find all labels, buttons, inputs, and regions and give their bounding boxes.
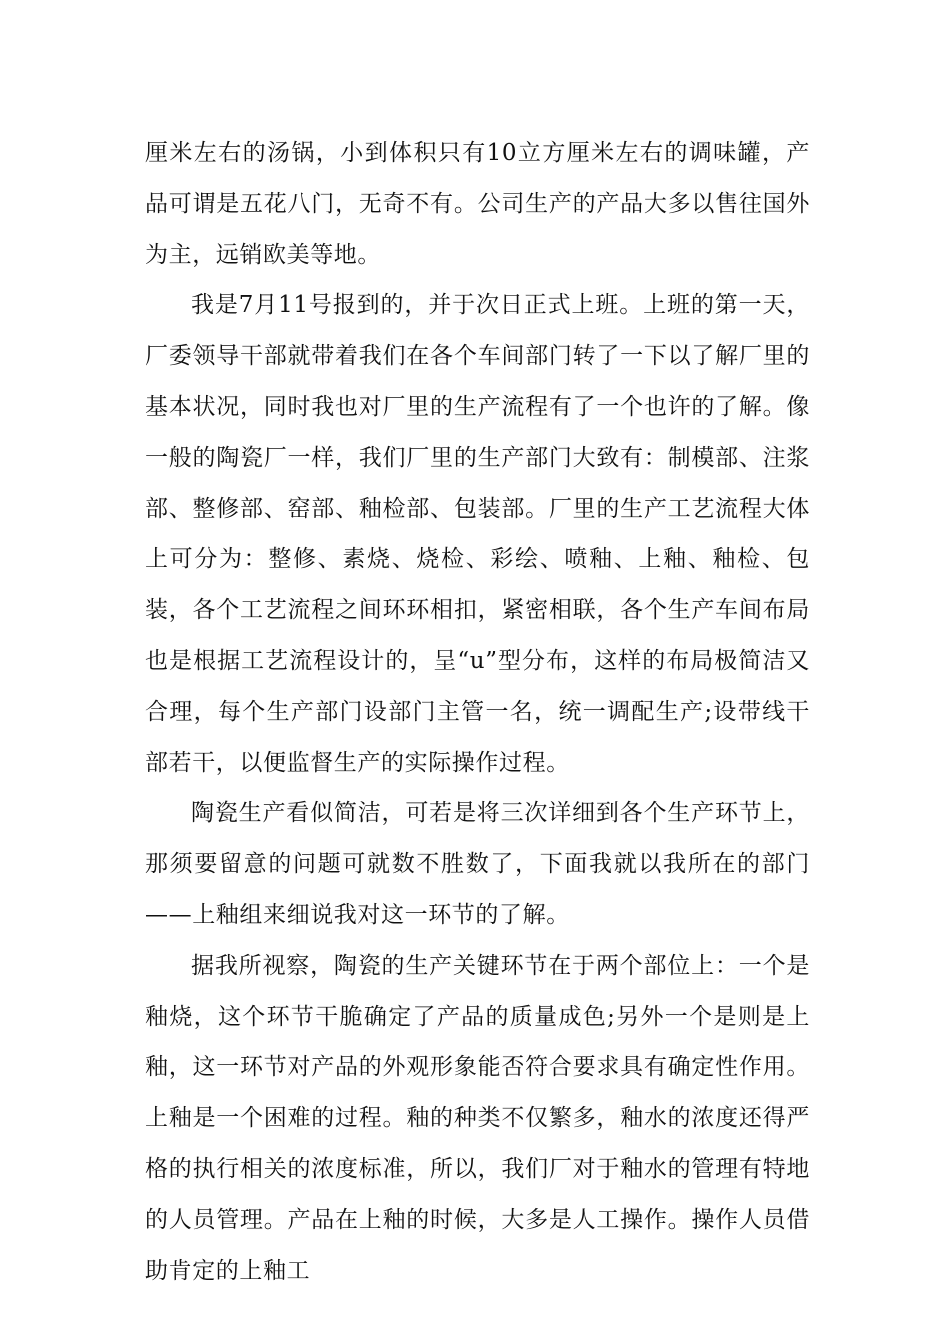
paragraph-continued: 厘米左右的汤锅，小到体积只有10立方厘米左右的调味罐，产品可谓是五花八门，无奇不有。公司生产的产品大多以售往国外为主，远销欧美等地。 (145, 140, 810, 268)
document-body (145, 128, 810, 1296)
paragraph-arrival-and-production-flow: 我是7月11号报到的，并于次日正式上班。上班的第一天，厂委领导干部就带着我们在各个车间部门转了一下以了解厂里的基本状况，同时我也对厂里的生产流程有了一个也许的了解。像一般的陶瓷厂一样，我们厂里的生产部门大致有：制模部、注浆部、整修部、窑部、釉检部、包装部。厂里的生产工艺流程大体上可分为：整修、素烧、烧检、彩绘、喷釉、上釉、釉检、包装，各个工艺流程之间环环相扣，紧密相联，各个生产车间布局也是根据工艺流程设计的，呈“u”型分布，这样的布局极简洁又合理，每个生产部门设部门主管一名，统一调配生产;设带线干部若干，以便监督生产的实际操作过程。 (145, 292, 810, 776)
paragraph-key-production-steps: 据我所视察，陶瓷的生产关键环节在于两个部位上：一个是釉烧，这个环节干脆确定了产品的质量成色;另外一个是则是上釉，这一环节对产品的外观形象能否符合要求具有确定性作用。上釉是一个困难的过程。釉的种类不仅繁多，釉水的浓度还得严格的执行相关的浓度标准，所以，我们厂对于釉水的管理有特地的人员管理。产品在上釉的时候，大多是人工操作。操作人员借助肯定的上釉工 (145, 952, 810, 1284)
paragraph-glazing-introduction: 陶瓷生产看似简洁，可若是将三次详细到各个生产环节上，那须要留意的问题可就数不胜数了，下面我就以我所在的部门——上釉组来细说我对这一环节的了解。 (145, 800, 810, 928)
